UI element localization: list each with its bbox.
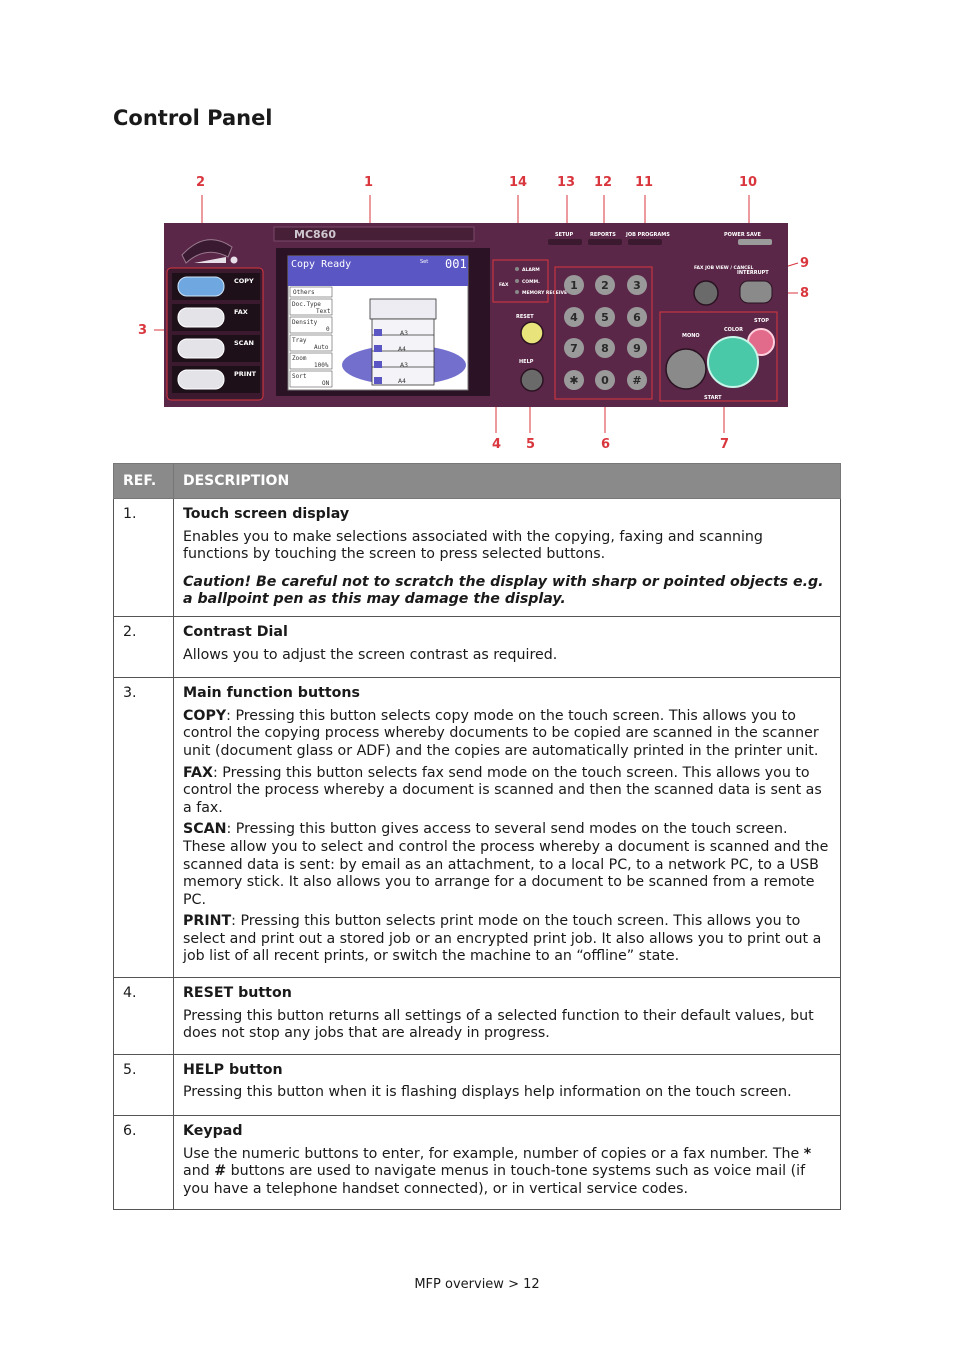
help-button[interactable] <box>521 369 543 391</box>
interrupt-label: INTERRUPT <box>737 270 769 276</box>
screen-count: 001 <box>445 257 467 271</box>
key-6-label: 6 <box>633 311 641 324</box>
row-title: Touch screen display <box>183 506 350 522</box>
ref-cell: 4. <box>114 978 174 1055</box>
description-cell <box>174 978 841 1055</box>
control-panel-figure <box>110 165 830 460</box>
row-title: RESET button <box>183 985 292 1002</box>
print-description <box>183 913 831 966</box>
key-9-label: 9 <box>633 342 641 355</box>
reports-label: REPORTS <box>590 232 616 238</box>
alarm-led-label: ALARM <box>522 268 540 273</box>
row-text: Pressing this button returns all settings of a selected function to their default values, but does not stop any jobs that are already in progress. <box>183 1007 814 1042</box>
ref-cell: 3. <box>114 678 174 978</box>
row-text: Pressing this button when it is flashing displays help information on the touch screen. <box>183 1084 792 1101</box>
keyword-text: : Pressing this button selects fax send mode on the touch screen. This allows you to control the process whereby a document is scanned and then the scanned data is sent as a fax. <box>183 764 822 816</box>
key-5-label: 5 <box>601 311 609 324</box>
page-footer: MFP overview > 12 <box>414 1277 540 1292</box>
keyword: FAX <box>183 764 213 781</box>
fax-label: FAX <box>234 308 248 316</box>
table-row <box>114 499 841 617</box>
callout-10: 10 <box>739 175 758 190</box>
screen-menu-value: Auto <box>314 344 329 351</box>
key-3-label: 3 <box>633 279 641 292</box>
control-panel <box>164 223 788 407</box>
keyword-text: : Pressing this button selects copy mode on the touch screen. This allows you to control the copying process whereby documents to be copied are scanned in the scanner unit (document glass or ADF) and the copies are automatically printed in the printer unit. <box>183 707 819 759</box>
keypad-text: Use the numeric buttons to enter, for example, number of copies or a fax number. The <box>183 1145 804 1162</box>
row-text: Enables you to make selections associated with the copying, faxing and scanning functions by touching the screen to press selected buttons. <box>183 528 763 563</box>
screen-menu-value: 100% <box>314 362 329 369</box>
callout-3: 3 <box>138 323 148 338</box>
callout-9: 9 <box>800 256 810 271</box>
contrast-icon <box>231 257 238 264</box>
screen-menu-value: Text <box>316 308 331 315</box>
scan-description <box>183 821 831 909</box>
callout-13: 13 <box>557 175 576 190</box>
setup-label: SETUP <box>555 232 574 238</box>
ref-cell: 6. <box>114 1116 174 1210</box>
screen-set-label: Set <box>420 259 429 265</box>
fax-job-view-cancel-label: FAX JOB VIEW / CANCEL <box>694 266 754 271</box>
screen-menu-item[interactable]: Zoom <box>292 355 307 362</box>
screen-menu <box>290 287 332 387</box>
row-title: Keypad <box>183 1123 243 1140</box>
keyword-text: : Pressing this button selects print mode on the touch screen. This allows you to select and print out a stored job or an encrypted print job. It also allows you to print out a job list of all recent prints, or switch the machine to an “offline” state. <box>183 913 822 965</box>
print-label: PRINT <box>234 370 257 378</box>
description-cell <box>174 499 841 617</box>
copy-label: COPY <box>234 277 254 285</box>
callout-5: 5 <box>526 437 536 452</box>
callout-2: 2 <box>196 175 206 190</box>
memory-receive-led-label: MEMORY RECEIVE <box>522 291 568 296</box>
key-1-label: 1 <box>570 279 578 292</box>
screen-menu-value: 0 <box>326 326 330 333</box>
ref-cell: 1. <box>114 499 174 617</box>
fax-description <box>183 765 831 818</box>
tray-size: A4 <box>398 346 406 353</box>
power-save-label: POWER SAVE <box>724 232 761 238</box>
description-column-header: DESCRIPTION <box>174 464 841 499</box>
ref-cell: 5. <box>114 1054 174 1115</box>
model-label: MC860 <box>294 228 336 241</box>
keyword-text: : Pressing this button gives access to several send modes on the touch screen. These allow you to select and control the process whereby a document is scanned and the scanned data is sent: by email as an attachment, to a local PC, to a network PC, to a USB memory stick. It also allows you to arrange for a document to be scanned from a remote PC. <box>183 821 829 908</box>
callout-12: 12 <box>594 175 613 190</box>
fax-led-group-label: FAX <box>499 283 509 288</box>
row-title: Contrast Dial <box>183 623 288 640</box>
color-label: COLOR <box>724 327 744 333</box>
ref-column-header: REF. <box>114 464 174 499</box>
key-4-label: 4 <box>570 311 578 324</box>
key-2-label: 2 <box>601 279 609 292</box>
row-title: Main function buttons <box>183 685 360 702</box>
screen-menu-value: ON <box>322 380 330 387</box>
copy-button[interactable] <box>178 277 224 296</box>
keyword: SCAN <box>183 821 227 838</box>
description-cell <box>174 1054 841 1115</box>
hash-key-symbol: # <box>214 1163 227 1180</box>
table-row <box>114 678 841 978</box>
table-header-row <box>114 464 841 499</box>
screen-menu-item[interactable]: Sort <box>292 373 307 380</box>
keyword: COPY <box>183 707 227 724</box>
key-hash-label: # <box>632 374 642 387</box>
table-row <box>114 978 841 1055</box>
reset-button[interactable] <box>521 322 543 344</box>
table-row <box>114 1054 841 1115</box>
help-label: HELP <box>519 359 534 365</box>
printer-illustration <box>370 299 436 385</box>
screen-title: Copy Ready <box>291 259 352 270</box>
description-cell <box>174 1116 841 1210</box>
description-cell <box>174 678 841 978</box>
keypad-text: and <box>183 1163 215 1180</box>
key-7-label: 7 <box>570 342 578 355</box>
table-row <box>114 616 841 677</box>
reset-label: RESET <box>516 314 534 320</box>
start-label: START <box>704 395 722 401</box>
fax-job-view-cancel-button[interactable] <box>694 281 718 305</box>
stop-label: STOP <box>754 318 769 324</box>
callout-11: 11 <box>635 175 654 190</box>
key-star-label: ✱ <box>569 374 579 387</box>
star-key-symbol: * <box>803 1145 812 1162</box>
row-text <box>183 1146 831 1199</box>
keypad-text: buttons are used to navigate menus in touch-tone systems such as voice mail (if you have a telephone handset connected), or in vertical service codes. <box>183 1163 806 1197</box>
callout-7: 7 <box>720 437 730 452</box>
mono-label: MONO <box>682 333 700 339</box>
callout-8: 8 <box>800 286 810 301</box>
screen-menu-item[interactable]: Tray <box>292 337 307 344</box>
color-start-button[interactable] <box>708 337 758 387</box>
power-save-button[interactable] <box>738 239 772 245</box>
comm-led-label: COMM. <box>522 280 540 285</box>
tray-size: A3 <box>400 362 408 369</box>
mono-start-button[interactable] <box>666 349 706 389</box>
job-programs-button[interactable] <box>628 239 662 245</box>
scan-button[interactable] <box>178 339 224 358</box>
caution-text: Caution! Be careful not to scratch the display with sharp or pointed objects e.g. a ballpoint pen as this may damage the display. <box>183 573 824 608</box>
screen-menu-item[interactable]: Doc.Type <box>292 301 321 308</box>
keyword: PRINT <box>183 913 232 930</box>
scan-label: SCAN <box>234 339 254 347</box>
ref-cell: 2. <box>114 616 174 677</box>
key-0-label: 0 <box>601 374 609 387</box>
key-8-label: 8 <box>601 342 609 355</box>
job-programs-label: JOB PROGRAMS <box>626 232 670 238</box>
tray-size: A4 <box>398 378 406 385</box>
tray-size: A3 <box>400 330 408 337</box>
copy-description <box>183 708 831 761</box>
callout-6: 6 <box>601 437 611 452</box>
print-button[interactable] <box>178 370 224 389</box>
table-row <box>114 1116 841 1210</box>
reports-button[interactable] <box>588 239 622 245</box>
setup-button[interactable] <box>548 239 582 245</box>
reference-table <box>113 463 841 1210</box>
screen-menu-item[interactable]: Others <box>293 289 315 296</box>
callout-14: 14 <box>509 175 528 190</box>
callout-4: 4 <box>492 437 502 452</box>
row-title: HELP button <box>183 1061 283 1078</box>
description-cell <box>174 616 841 677</box>
fax-button[interactable] <box>178 308 224 327</box>
row-text: Allows you to adjust the screen contrast as required. <box>183 646 558 663</box>
control-panel-art <box>164 223 788 407</box>
page-title: Control Panel <box>113 106 273 130</box>
screen-menu-item[interactable]: Density <box>292 319 318 326</box>
callout-1: 1 <box>364 175 374 190</box>
interrupt-button[interactable] <box>740 281 772 303</box>
